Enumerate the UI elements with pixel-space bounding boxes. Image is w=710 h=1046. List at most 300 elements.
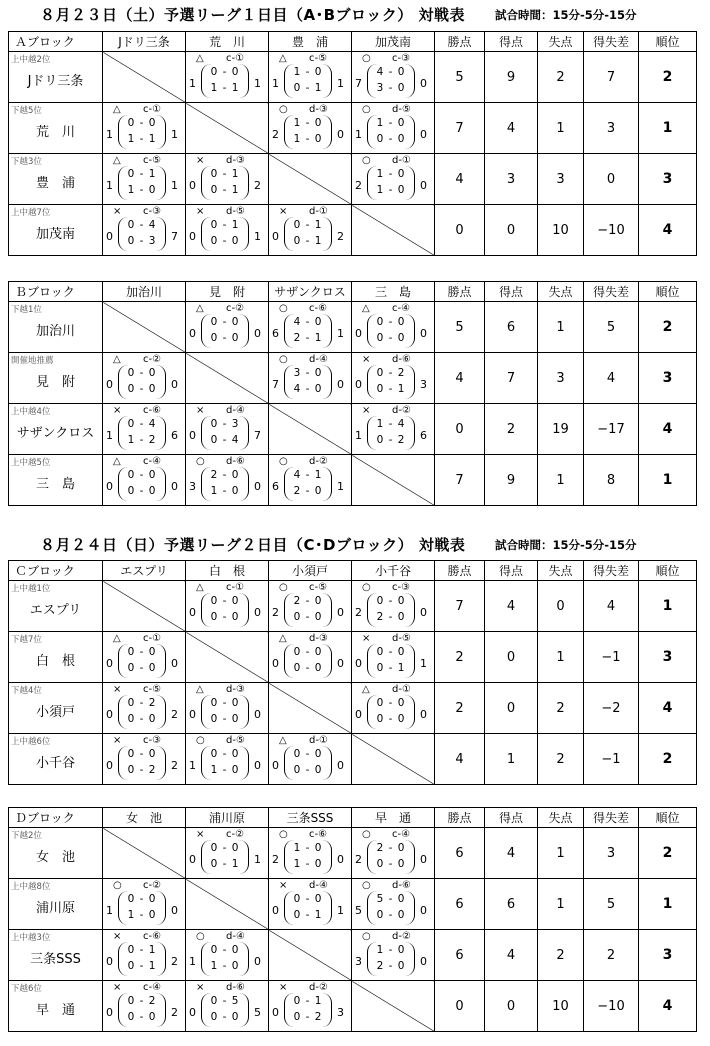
result-mark: △ xyxy=(196,582,204,593)
team-name: 荒 川 xyxy=(35,125,75,140)
match-result-cell xyxy=(352,632,435,683)
points-cell: 5 xyxy=(435,52,485,103)
second-half-score: 0 - 0 xyxy=(376,332,406,344)
first-half-score: 4 - 1 xyxy=(293,469,323,481)
goals-for-cell: 6 xyxy=(485,302,538,353)
goal-difference-cell: −2 xyxy=(584,683,639,734)
result-mark: △ xyxy=(113,155,121,166)
team-name: 加治川 xyxy=(35,324,75,339)
match-code: d-⑤ xyxy=(392,104,411,115)
match-result-cell xyxy=(352,581,435,632)
section-title-day2: ８月２４日（日）予選リーグ２日目（C･Dブロック） 対戦表 xyxy=(40,536,466,554)
position-cell: 2 xyxy=(639,52,697,103)
score-against: 0 xyxy=(420,77,427,90)
match-result-cell xyxy=(352,879,435,930)
result-mark: △ xyxy=(279,633,287,644)
first-half-score: 0 - 0 xyxy=(127,367,157,379)
match-code: c-⑤ xyxy=(309,582,328,593)
score-for: 5 xyxy=(355,904,362,917)
second-half-score: 0 - 0 xyxy=(210,332,240,344)
goals-against-cell: 1 xyxy=(538,632,584,683)
second-half-score: 4 - 0 xyxy=(293,383,323,395)
match-code: d-⑤ xyxy=(226,735,245,746)
score-against: 2 xyxy=(171,708,178,721)
result-mark: ○ xyxy=(279,104,288,115)
first-half-score: 2 - 0 xyxy=(293,595,323,607)
opponent-header: 白 根 xyxy=(186,561,269,581)
position-cell: 1 xyxy=(639,455,697,506)
match-code: c-④ xyxy=(392,829,411,840)
match-code: d-② xyxy=(309,982,328,993)
goals-against-cell: 1 xyxy=(538,455,584,506)
score-for: 2 xyxy=(272,606,279,619)
goals-against-cell: 1 xyxy=(538,302,584,353)
team-cell xyxy=(9,52,103,103)
score-against: 7 xyxy=(254,429,261,442)
second-half-score: 0 - 1 xyxy=(293,82,323,94)
stat-header: 得点 xyxy=(485,808,538,828)
match-code: c-② xyxy=(143,880,162,891)
qualifying-rank: 上中越7位 xyxy=(11,208,51,218)
first-half-score: 0 - 2 xyxy=(127,995,157,1007)
self-match-cell xyxy=(269,930,352,981)
first-half-score: 1 - 0 xyxy=(376,168,406,180)
opponent-header: 女 池 xyxy=(103,808,186,828)
second-half-score: 0 - 1 xyxy=(376,662,406,674)
second-half-score: 0 - 2 xyxy=(293,1011,323,1023)
score-against: 0 xyxy=(254,480,261,493)
team-cell xyxy=(9,353,103,404)
opponent-header: エスプリ xyxy=(103,561,186,581)
goals-for-cell: 4 xyxy=(485,828,538,879)
score-against: 5 xyxy=(254,1006,261,1019)
match-result-cell xyxy=(103,683,186,734)
team-name: 女 池 xyxy=(35,850,75,865)
score-for: 0 xyxy=(106,480,113,493)
half-scores xyxy=(367,593,415,629)
half-scores xyxy=(367,115,415,151)
match-time-day2: 試合時間：15分-5分-15分 xyxy=(495,538,637,552)
match-result-cell xyxy=(269,103,352,154)
first-half-score: 0 - 0 xyxy=(210,842,240,854)
match-result-cell xyxy=(269,353,352,404)
result-mark: ○ xyxy=(362,53,371,64)
score-against: 0 xyxy=(171,480,178,493)
half-scores xyxy=(201,593,249,629)
half-scores xyxy=(367,166,415,202)
match-result-cell xyxy=(269,205,352,256)
half-scores xyxy=(118,365,166,401)
score-against: 3 xyxy=(420,378,427,391)
qualifying-rank: 上中越1位 xyxy=(11,584,51,594)
team-cell xyxy=(9,581,103,632)
half-scores xyxy=(118,993,166,1029)
points-cell: 7 xyxy=(435,581,485,632)
stat-header: 失点 xyxy=(538,282,584,302)
self-match-cell xyxy=(269,683,352,734)
match-code: c-⑥ xyxy=(143,405,162,416)
qualifying-rank: 下越4位 xyxy=(11,686,42,696)
first-half-score: 0 - 1 xyxy=(293,219,323,231)
match-result-cell xyxy=(186,828,269,879)
team-row xyxy=(9,879,697,930)
match-code: d-④ xyxy=(309,880,328,891)
result-mark: ○ xyxy=(113,880,122,891)
position-cell: 4 xyxy=(639,981,697,1032)
second-half-score: 1 - 1 xyxy=(127,133,157,145)
team-name: 小千谷 xyxy=(35,756,75,771)
points-cell: 5 xyxy=(435,302,485,353)
first-half-score: 0 - 0 xyxy=(293,646,323,658)
goals-for-cell: 4 xyxy=(485,581,538,632)
first-half-score: 0 - 0 xyxy=(210,697,240,709)
goals-for-cell: 4 xyxy=(485,103,538,154)
score-against: 0 xyxy=(420,327,427,340)
stat-header: 勝点 xyxy=(435,561,485,581)
half-scores xyxy=(284,644,332,680)
second-half-score: 0 - 1 xyxy=(376,383,406,395)
goal-difference-cell: 5 xyxy=(584,879,639,930)
team-row xyxy=(9,930,697,981)
score-against: 2 xyxy=(254,179,261,192)
first-half-score: 0 - 3 xyxy=(210,418,240,430)
goals-against-cell: 19 xyxy=(538,404,584,455)
score-for: 0 xyxy=(272,657,279,670)
half-scores xyxy=(367,365,415,401)
goals-for-cell: 0 xyxy=(485,205,538,256)
first-half-score: 1 - 0 xyxy=(376,117,406,129)
first-half-score: 0 - 0 xyxy=(376,595,406,607)
score-for: 0 xyxy=(106,759,113,772)
second-half-score: 0 - 0 xyxy=(376,858,406,870)
score-against: 1 xyxy=(337,77,344,90)
first-half-score: 3 - 0 xyxy=(293,367,323,379)
score-against: 0 xyxy=(337,759,344,772)
match-code: d-⑥ xyxy=(392,880,411,891)
match-result-cell xyxy=(103,632,186,683)
header-row xyxy=(9,282,697,302)
opponent-header: 荒 川 xyxy=(186,32,269,52)
result-mark: × xyxy=(113,405,122,416)
goals-against-cell: 10 xyxy=(538,981,584,1032)
score-for: 0 xyxy=(355,327,362,340)
team-name: 三 島 xyxy=(35,477,75,492)
score-against: 6 xyxy=(171,429,178,442)
match-code: d-② xyxy=(392,931,411,942)
result-mark: × xyxy=(196,829,205,840)
team-row xyxy=(9,683,697,734)
opponent-header: 三 島 xyxy=(352,282,435,302)
points-cell: 4 xyxy=(435,734,485,785)
second-half-score: 2 - 0 xyxy=(376,960,406,972)
match-code: c-⑥ xyxy=(309,829,328,840)
second-half-score: 0 - 3 xyxy=(127,235,157,247)
score-for: 1 xyxy=(272,77,279,90)
team-row xyxy=(9,52,697,103)
self-match-cell xyxy=(186,353,269,404)
opponent-header: 加治川 xyxy=(103,282,186,302)
first-half-score: 0 - 0 xyxy=(127,893,157,905)
result-mark: × xyxy=(279,206,288,217)
score-for: 3 xyxy=(355,955,362,968)
second-half-score: 1 - 0 xyxy=(293,133,323,145)
match-result-cell xyxy=(352,683,435,734)
result-mark: △ xyxy=(113,456,121,467)
half-scores xyxy=(284,314,332,350)
half-scores xyxy=(284,891,332,927)
first-half-score: 0 - 2 xyxy=(127,697,157,709)
score-for: 0 xyxy=(189,230,196,243)
half-scores xyxy=(201,314,249,350)
match-result-cell xyxy=(352,52,435,103)
goal-difference-cell: 0 xyxy=(584,154,639,205)
match-result-cell xyxy=(103,879,186,930)
match-code: c-① xyxy=(143,104,162,115)
score-for: 0 xyxy=(106,708,113,721)
self-match-cell xyxy=(352,205,435,256)
self-match-cell xyxy=(269,154,352,205)
team-cell xyxy=(9,455,103,506)
score-against: 2 xyxy=(171,759,178,772)
score-for: 0 xyxy=(189,708,196,721)
position-cell: 1 xyxy=(639,103,697,154)
qualifying-rank: 上中越5位 xyxy=(11,458,51,468)
result-mark: × xyxy=(362,633,371,644)
team-name: 早 通 xyxy=(35,1003,75,1018)
second-half-score: 0 - 0 xyxy=(127,662,157,674)
match-result-cell xyxy=(186,455,269,506)
half-scores xyxy=(284,467,332,503)
goals-against-cell: 1 xyxy=(538,828,584,879)
second-half-score: 0 - 0 xyxy=(376,909,406,921)
block-a-table xyxy=(8,31,697,256)
match-code: d-⑥ xyxy=(226,982,245,993)
goal-difference-cell: 7 xyxy=(584,52,639,103)
match-result-cell xyxy=(352,353,435,404)
points-cell: 0 xyxy=(435,981,485,1032)
goals-against-cell: 0 xyxy=(538,581,584,632)
team-cell xyxy=(9,879,103,930)
score-against: 1 xyxy=(337,480,344,493)
points-cell: 0 xyxy=(435,205,485,256)
match-result-cell xyxy=(103,205,186,256)
first-half-score: 0 - 0 xyxy=(127,646,157,658)
qualifying-rank: 下越2位 xyxy=(11,831,42,841)
qualifying-rank: 下越3位 xyxy=(11,157,42,167)
match-code: c-② xyxy=(226,829,245,840)
score-against: 0 xyxy=(420,606,427,619)
match-code: c-③ xyxy=(392,53,411,64)
team-cell xyxy=(9,404,103,455)
score-for: 0 xyxy=(189,1006,196,1019)
second-half-score: 0 - 1 xyxy=(293,235,323,247)
stat-header: 勝点 xyxy=(435,808,485,828)
score-for: 0 xyxy=(272,904,279,917)
first-half-score: 0 - 0 xyxy=(127,469,157,481)
team-name: 豊 浦 xyxy=(35,176,75,191)
result-mark: × xyxy=(113,206,122,217)
match-result-cell xyxy=(103,353,186,404)
first-half-score: 4 - 0 xyxy=(293,316,323,328)
position-cell: 4 xyxy=(639,205,697,256)
match-code: d-④ xyxy=(226,405,245,416)
team-name: 三条SSS xyxy=(30,952,81,967)
opponent-header: 早 通 xyxy=(352,808,435,828)
stat-header: 得点 xyxy=(485,32,538,52)
second-half-score: 0 - 0 xyxy=(210,1011,240,1023)
self-match-cell xyxy=(186,632,269,683)
match-code: c-④ xyxy=(143,982,162,993)
goals-for-cell: 2 xyxy=(485,404,538,455)
score-for: 6 xyxy=(272,480,279,493)
match-result-cell xyxy=(103,404,186,455)
half-scores xyxy=(118,467,166,503)
match-code: c-⑤ xyxy=(143,155,162,166)
position-cell: 3 xyxy=(639,930,697,981)
points-cell: 7 xyxy=(435,103,485,154)
first-half-score: 0 - 1 xyxy=(127,168,157,180)
score-against: 0 xyxy=(254,708,261,721)
team-cell xyxy=(9,205,103,256)
second-half-score: 0 - 0 xyxy=(127,383,157,395)
second-half-score: 0 - 1 xyxy=(210,858,240,870)
result-mark: △ xyxy=(279,53,287,64)
match-code: c-⑤ xyxy=(309,53,328,64)
half-scores xyxy=(201,840,249,876)
score-for: 0 xyxy=(189,853,196,866)
score-for: 1 xyxy=(355,429,362,442)
goal-difference-cell: −10 xyxy=(584,205,639,256)
second-half-score: 0 - 1 xyxy=(210,184,240,196)
score-against: 0 xyxy=(420,708,427,721)
goal-difference-cell: −10 xyxy=(584,981,639,1032)
half-scores xyxy=(367,314,415,350)
position-cell: 3 xyxy=(639,154,697,205)
second-half-score: 1 - 0 xyxy=(210,485,240,497)
points-cell: 6 xyxy=(435,879,485,930)
team-cell xyxy=(9,930,103,981)
stat-header: 得失差 xyxy=(584,808,639,828)
block-name: Ａブロック xyxy=(9,32,103,52)
team-name: 加茂南 xyxy=(35,227,75,242)
points-cell: 7 xyxy=(435,455,485,506)
half-scores xyxy=(118,891,166,927)
score-for: 2 xyxy=(272,128,279,141)
second-half-score: 0 - 0 xyxy=(210,713,240,725)
stat-header: 得失差 xyxy=(584,32,639,52)
half-scores xyxy=(201,416,249,452)
qualifying-rank: 上中越6位 xyxy=(11,737,51,747)
half-scores xyxy=(284,593,332,629)
score-against: 1 xyxy=(254,77,261,90)
match-result-cell xyxy=(352,930,435,981)
team-row xyxy=(9,302,697,353)
score-against: 1 xyxy=(254,230,261,243)
first-half-score: 0 - 0 xyxy=(376,697,406,709)
team-row xyxy=(9,581,697,632)
second-half-score: 0 - 0 xyxy=(210,235,240,247)
goal-difference-cell: 3 xyxy=(584,828,639,879)
half-scores xyxy=(118,416,166,452)
score-against: 2 xyxy=(171,1006,178,1019)
team-row xyxy=(9,981,697,1032)
points-cell: 4 xyxy=(435,353,485,404)
second-half-score: 1 - 0 xyxy=(127,909,157,921)
points-cell: 2 xyxy=(435,683,485,734)
position-cell: 3 xyxy=(639,632,697,683)
self-match-cell xyxy=(352,734,435,785)
half-scores xyxy=(118,217,166,253)
match-code: c-② xyxy=(226,303,245,314)
first-half-score: 0 - 5 xyxy=(210,995,240,1007)
half-scores xyxy=(367,644,415,680)
qualifying-rank: 上中越3位 xyxy=(11,933,51,943)
opponent-header: 豊 浦 xyxy=(269,32,352,52)
second-half-score: 0 - 0 xyxy=(376,133,406,145)
first-half-score: 1 - 4 xyxy=(376,418,406,430)
stat-header: 順位 xyxy=(639,561,697,581)
team-name: 小須戸 xyxy=(35,705,75,720)
goals-against-cell: 2 xyxy=(538,683,584,734)
half-scores xyxy=(367,695,415,731)
self-match-cell xyxy=(103,581,186,632)
match-result-cell xyxy=(186,981,269,1032)
match-result-cell xyxy=(186,205,269,256)
stat-header: 失点 xyxy=(538,32,584,52)
first-half-score: 0 - 0 xyxy=(293,893,323,905)
points-cell: 4 xyxy=(435,154,485,205)
goals-for-cell: 0 xyxy=(485,981,538,1032)
result-mark: △ xyxy=(113,354,121,365)
goals-for-cell: 3 xyxy=(485,154,538,205)
score-for: 0 xyxy=(106,657,113,670)
match-code: d-④ xyxy=(309,354,328,365)
score-for: 1 xyxy=(106,128,113,141)
result-mark: △ xyxy=(113,104,121,115)
match-code: c-② xyxy=(143,354,162,365)
score-for: 6 xyxy=(272,327,279,340)
second-half-score: 2 - 0 xyxy=(376,611,406,623)
match-result-cell xyxy=(352,154,435,205)
team-cell xyxy=(9,154,103,205)
first-half-score: 0 - 2 xyxy=(376,367,406,379)
score-for: 1 xyxy=(106,904,113,917)
second-half-score: 0 - 0 xyxy=(127,485,157,497)
goals-for-cell: 0 xyxy=(485,683,538,734)
score-for: 0 xyxy=(189,429,196,442)
match-result-cell xyxy=(269,455,352,506)
second-half-score: 2 - 0 xyxy=(293,485,323,497)
result-mark: ○ xyxy=(279,829,288,840)
score-against: 2 xyxy=(171,955,178,968)
score-against: 1 xyxy=(337,904,344,917)
half-scores xyxy=(201,695,249,731)
score-for: 0 xyxy=(189,606,196,619)
half-scores xyxy=(201,942,249,978)
first-half-score: 0 - 4 xyxy=(127,219,157,231)
goals-against-cell: 1 xyxy=(538,103,584,154)
team-row xyxy=(9,455,697,506)
match-code: d-① xyxy=(392,155,411,166)
goals-for-cell: 9 xyxy=(485,455,538,506)
goals-for-cell: 1 xyxy=(485,734,538,785)
self-match-cell xyxy=(269,404,352,455)
result-mark: ○ xyxy=(362,155,371,166)
stat-header: 得点 xyxy=(485,282,538,302)
second-half-score: 1 - 0 xyxy=(293,858,323,870)
result-mark: ○ xyxy=(362,880,371,891)
match-result-cell xyxy=(352,828,435,879)
